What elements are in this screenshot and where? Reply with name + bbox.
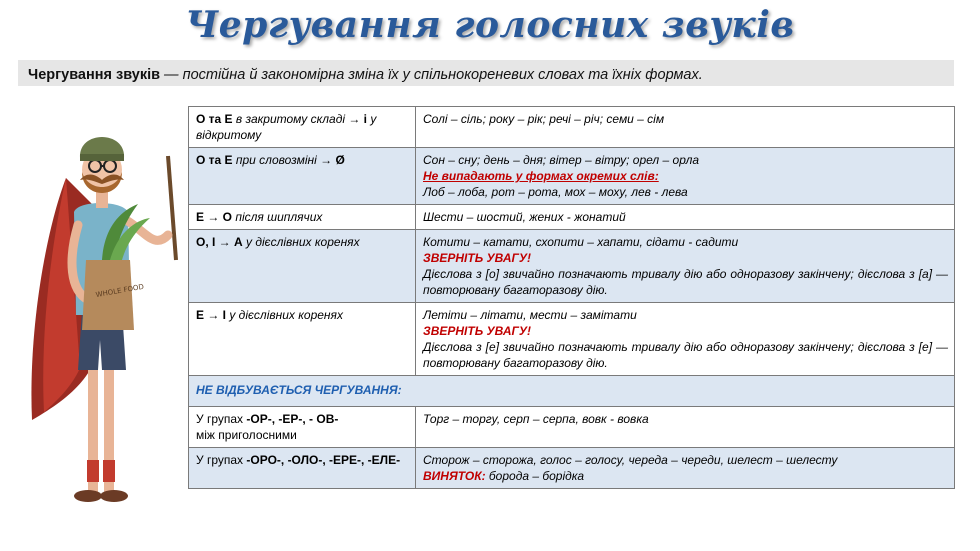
table-row	[189, 448, 955, 489]
exception-label: ВИНЯТОК:	[423, 469, 486, 483]
attention-label: ЗВЕРНІТЬ УВАГУ!	[423, 324, 532, 338]
table-row	[189, 205, 955, 230]
attention-label: ЗВЕРНІТЬ УВАГУ!	[423, 251, 532, 265]
table-row	[189, 230, 955, 303]
rule-cell: О та Е в закритому складі → і у відкритому	[189, 107, 416, 148]
rule-cell: О, І → А у дієслівних коренях	[189, 230, 416, 303]
examples-cell: Солі – сіль; року – рік; речі – річ; семи – сім	[416, 107, 955, 148]
table-row	[189, 376, 955, 407]
table-row	[189, 303, 955, 376]
examples-cell: Котити – катати, схопити – хапати, сідати - садити ЗВЕРНІТЬ УВАГУ! Дієслова з [о] звичайно позначають тривалу дію або одноразову закінчену; дієслова з [а] — повторювану багаторазову дію.	[416, 230, 955, 303]
bag-text: WHOLE FOOD	[95, 282, 145, 300]
definition-term: Чергування звуків	[28, 67, 161, 83]
note-label: Не випадають у формах окремих слів:	[423, 169, 659, 183]
definition-text: — постійна й закономірна зміна їх у спільнокореневих словах та їхніх формах.	[160, 67, 703, 83]
examples-cell: Сон – сну; день – дня; вітер – вітру; орел – орла Не випадають у формах окремих слів: Лоб – лоба, рот – рота, мох – моху, лев - лева	[416, 148, 955, 205]
stick	[168, 156, 176, 260]
examples-cell: Торг – торгу, серп – серпа, вовк - вовка	[416, 407, 955, 448]
section-heading-cell	[189, 376, 955, 407]
page-title: Чергування голосних звуків	[185, 4, 795, 46]
rule-cell: Е → І у дієслівних коренях	[189, 303, 416, 376]
examples-cell: Шести – шостий, жених - жонатий	[416, 205, 955, 230]
hipster-character-icon	[18, 100, 198, 540]
examples-cell: Летіти – літати, мести – замітати ЗВЕРНІТЬ УВАГУ! Дієслова з [е] звичайно позначають тривалу дію або одноразову закінчену; дієслова з [е] — повторювану багаторазову дію.	[416, 303, 955, 376]
table-row	[189, 407, 955, 448]
vowel-alternation-table	[188, 106, 955, 489]
rule-cell: О та Е при словозміні → Ø	[189, 148, 416, 205]
no-alternation-heading: НЕ ВІДБУВАЄТЬСЯ ЧЕРГУВАННЯ:	[196, 383, 402, 397]
definition-line	[28, 67, 703, 83]
table-row	[189, 107, 955, 148]
table-row	[189, 148, 955, 205]
rule-cell: У групах -ОРО-, -ОЛО-, -ЕРЕ-, -ЕЛЕ-	[189, 448, 416, 489]
rule-cell: У групах -ОР-, -ЕР-, - ОВ- між приголосними	[189, 407, 416, 448]
rule-cell: Е → О після шиплячих	[189, 205, 416, 230]
examples-cell: Сторож – сторожа, голос – голосу, череда – череди, шелест – шелесту ВИНЯТОК: борода – борідка	[416, 448, 955, 489]
